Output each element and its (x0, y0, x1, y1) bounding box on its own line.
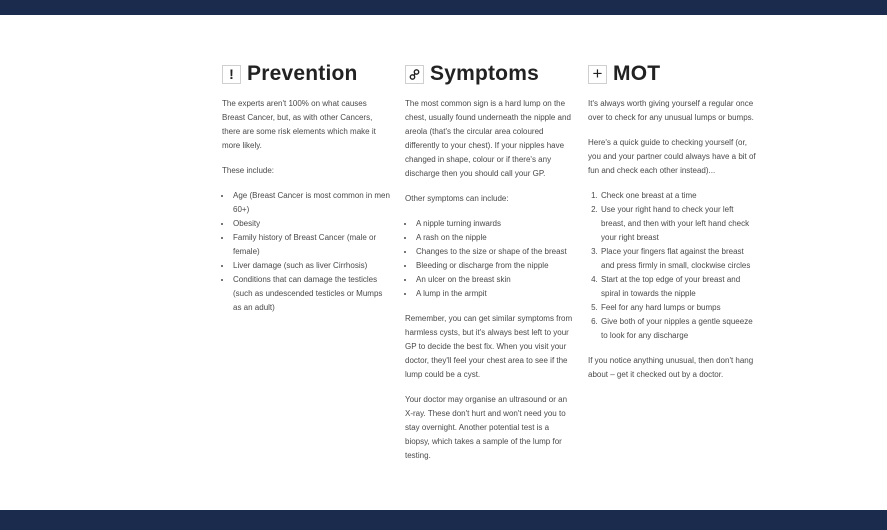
exclamation-icon: ! (222, 65, 241, 84)
list-item: • A nipple turning inwards (415, 217, 573, 231)
list-item: 6. Give both of your nipples a gentle squeeze to look for any discharge (600, 315, 756, 343)
symptoms-intro: The most common sign is a hard lump on the chest, usually found underneath the nipple and areola (that's the circular area coloured differently to your chest). If your nipples have changed in shape, colour or if there's any discharge then you should call your GP. (405, 99, 571, 178)
symptoms-title: Symptoms (430, 62, 539, 85)
list-item: 1. Check one breast at a time (600, 189, 756, 203)
symptoms-list (405, 217, 573, 301)
list-item: • Family history of Breast Cancer (male or female) (232, 231, 390, 259)
mot-steps (588, 189, 756, 343)
prevention-intro: The experts aren't 100% on what causes Breast Cancer, but, as with other Cancers, there are some risk elements which make it more likely. (222, 99, 376, 150)
bottom-bar (0, 510, 887, 530)
list-item: 4. Start at the top edge of your breast and spiral in towards the nipple (600, 273, 756, 301)
mot-intro: It's always worth giving yourself a regular once over to check for any unusual lumps or bumps. (588, 99, 754, 122)
list-item: • Changes to the size or shape of the breast (415, 245, 573, 259)
symptoms-column (405, 60, 573, 474)
top-bar (0, 0, 887, 15)
list-item: • Conditions that can damage the testicles (such as undescended testicles or Mumps as an adult) (232, 273, 390, 315)
symptoms-para-cysts: Remember, you can get similar symptoms from harmless cysts, but it's always best left to your GP to decide the best fix. When you visit your doctor, they'll feel your chest area to see if the lump could be a cyst. (405, 314, 573, 379)
list-item: 3. Place your fingers flat against the breast and press firmly in small, clockwise circles (600, 245, 756, 273)
plus-icon: + (588, 65, 607, 84)
stethoscope-icon (405, 65, 424, 84)
symptoms-heading (405, 60, 573, 88)
mot-guide: Here's a quick guide to checking yourself (or, you and your partner could always have a bit of fun and check each other instead)... (588, 138, 756, 175)
prevention-includes-label: These include: (222, 166, 275, 175)
symptoms-other-label: Other symptoms can include: (405, 194, 509, 203)
prevention-list (222, 189, 390, 315)
list-item: 5. Feel for any hard lumps or bumps (600, 301, 756, 315)
list-item: • Liver damage (such as liver Cirrhosis) (232, 259, 390, 273)
prevention-title: Prevention (247, 62, 358, 85)
list-item: • Bleeding or discharge from the nipple (415, 259, 573, 273)
symptoms-para-tests: Your doctor may organise an ultrasound or an X-ray. These don't hurt and won't need you to stay overnight. Another potential test is a biopsy, which takes a sample of the lump for testing. (405, 395, 568, 460)
list-item: 2. Use your right hand to check your left breast, and then with your left hand check your right breast (600, 203, 756, 245)
prevention-heading (222, 60, 390, 88)
list-item: • A rash on the nipple (415, 231, 573, 245)
mot-heading (588, 60, 756, 88)
mot-title: MOT (613, 62, 661, 85)
mot-column (588, 60, 756, 393)
prevention-column (222, 60, 390, 326)
list-item: • A lump in the armpit (415, 287, 573, 301)
list-item: • An ulcer on the breast skin (415, 273, 573, 287)
list-item: • Obesity (232, 217, 390, 231)
list-item: • Age (Breast Cancer is most common in men 60+) (232, 189, 390, 217)
mot-outro: If you notice anything unusual, then don't hang about – get it checked out by a doctor. (588, 356, 754, 379)
